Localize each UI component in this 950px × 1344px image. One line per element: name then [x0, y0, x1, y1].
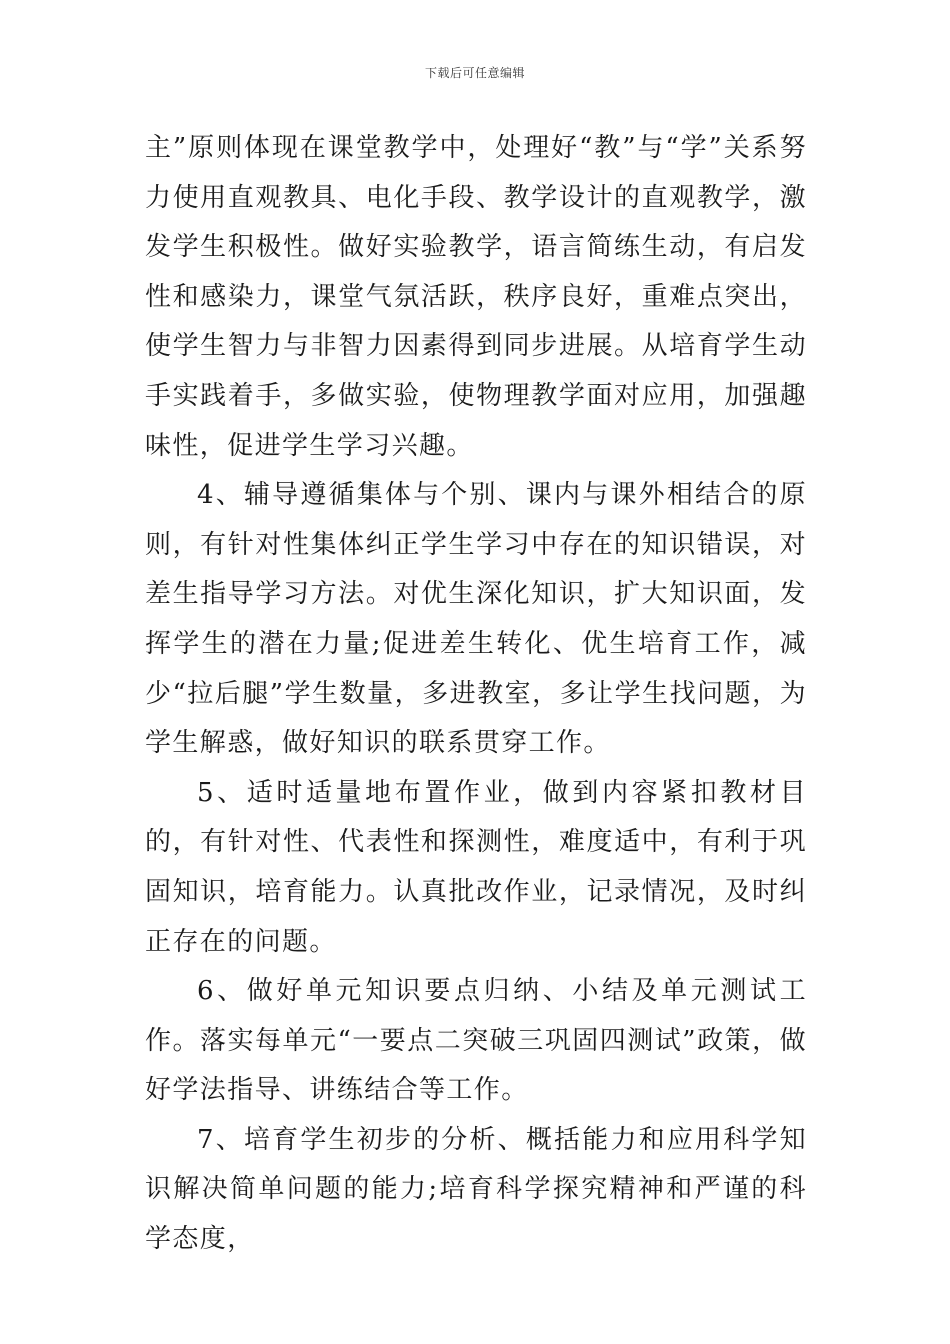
paragraph-item-5: 5、适时适量地布置作业，做到内容紧扣教材目的，有针对性、代表性和探测性，难度适中，有利于巩固知识，培育能力。认真批改作业，记录情况，及时纠正存在的问题。 — [145, 777, 807, 957]
page-header: 下载后可任意编辑 — [424, 66, 525, 80]
paragraph-item-6: 6、做好单元知识要点归纳、小结及单元测试工作。落实每单元“一要点二突破三巩固四测试”政策，做好学法指导、讲练结合等工作。 — [145, 976, 807, 1106]
paragraph-item-4: 4、辅导遵循集体与个别、课内与课外相结合的原则，有针对性集体纠正学生学习中存在的知识错误，对差生指导学习方法。对优生深化知识，扩大知识面，发挥学生的潜在力量;促进差生转化、优生培育工作，减少“拉后腿”学生数量，多进教室，多让学生找问题，为学生解惑，做好知识的联系贯穿工作。 — [145, 480, 807, 759]
paragraph-item-7: 7、培育学生初步的分析、概括能力和应用科学知识解决简单问题的能力;培育科学探究精神和严谨的科学态度， — [145, 1124, 807, 1255]
document-body — [145, 124, 807, 1265]
paragraph-teaching-principles: 主”原则体现在课堂教学中，处理好“教”与“学”关系努力使用直观教具、电化手段、教学设计的直观教学，激发学生积极性。做好实验教学，语言简练生动，有启发性和感染力，课堂气氛活跃，秩序良好，重难点突出，使学生智力与非智力因素得到同步进展。从培育学生动手实践着手，多做实验，使物理教学面对应用，加强趣味性，促进学生学习兴趣。 — [145, 133, 807, 461]
